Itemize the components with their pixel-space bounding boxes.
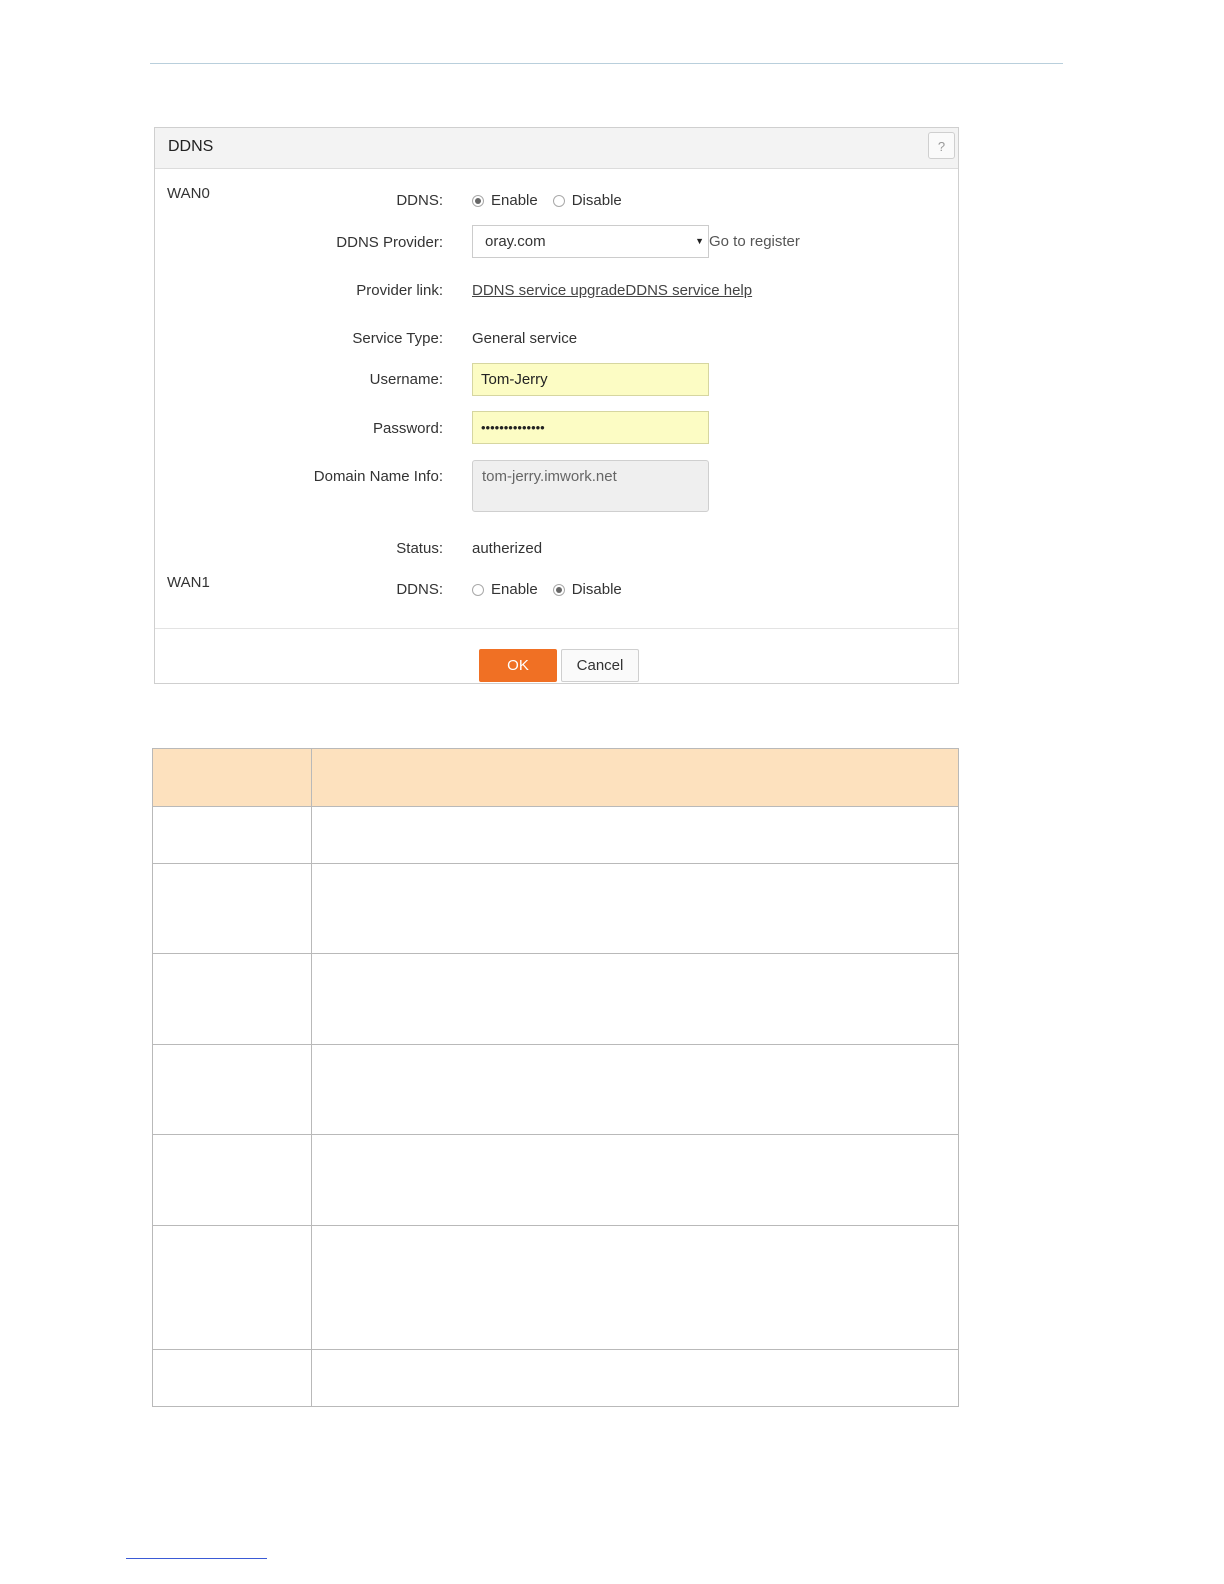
ddns-panel (154, 127, 959, 684)
ddns-provider-label: DDNS Provider: (336, 234, 443, 251)
table-row (153, 1045, 959, 1135)
chevron-down-icon: ▼ (695, 236, 704, 246)
description-table (152, 748, 959, 1407)
panel-header (155, 128, 958, 169)
table-cell (153, 1226, 312, 1350)
table-row (153, 1350, 959, 1407)
wan0-ddns-radio-group (472, 192, 637, 209)
table-cell (312, 864, 959, 954)
table-cell (312, 1045, 959, 1135)
wan1-ddns-enable-radio[interactable] (472, 584, 484, 596)
wan0-ddns-disable-label[interactable]: Disable (571, 192, 622, 209)
wan0-ddns-disable-radio[interactable] (553, 195, 565, 207)
provider-link[interactable]: DDNS service upgradeDDNS service help (472, 282, 753, 299)
footer-link-rule (126, 1558, 267, 1559)
password-input[interactable]: •••••••••••••• (472, 411, 709, 444)
table-row (153, 1226, 959, 1350)
ok-button[interactable]: OK (479, 649, 557, 682)
table-cell (312, 1226, 959, 1350)
wan0-ddns-enable-radio[interactable] (472, 195, 484, 207)
ddns-provider-select[interactable] (472, 225, 709, 258)
panel-footer-divider (155, 628, 958, 629)
wan0-ddns-enable-label[interactable]: Enable (491, 192, 538, 209)
domain-name-info-label: Domain Name Info: (313, 468, 443, 485)
panel-title: DDNS (168, 138, 214, 155)
ddns-provider-value: oray.com (485, 233, 546, 250)
wan1-ddns-enable-label[interactable]: Enable (491, 581, 538, 598)
service-type-label: Service Type: (352, 330, 443, 347)
password-label: Password: (372, 420, 443, 437)
table-row (153, 1135, 959, 1226)
help-button[interactable]: ? (928, 132, 955, 159)
wan1-ddns-disable-label[interactable]: Disable (571, 581, 622, 598)
table-cell (153, 1135, 312, 1226)
page-header-rule (150, 63, 1063, 64)
table-cell (153, 954, 312, 1045)
go-to-register-link[interactable]: Go to register (709, 233, 800, 250)
wan0-label: WAN0 (167, 185, 210, 202)
table-row (153, 954, 959, 1045)
status-label: Status: (396, 540, 443, 557)
table-cell (153, 807, 312, 864)
table-cell (312, 954, 959, 1045)
domain-name-info-field: tom-jerry.imwork.net (472, 460, 709, 512)
table-row (153, 864, 959, 954)
provider-link-label: Provider link: (356, 282, 443, 299)
wan0-ddns-label: DDNS: (396, 192, 443, 209)
service-type-value: General service (472, 330, 578, 347)
username-label: Username: (369, 371, 443, 388)
table-cell (153, 1045, 312, 1135)
table-header-cell (153, 749, 312, 807)
table-header-cell (312, 749, 959, 807)
table-cell (312, 1135, 959, 1226)
status-value: autherized (472, 540, 543, 557)
table-cell (153, 864, 312, 954)
table-cell (153, 1350, 312, 1407)
cancel-button[interactable]: Cancel (561, 649, 639, 682)
table-header-row (153, 749, 959, 807)
wan1-ddns-disable-radio[interactable] (553, 584, 565, 596)
table-cell (312, 807, 959, 864)
wan1-ddns-label: DDNS: (396, 581, 443, 598)
wan1-ddns-radio-group (472, 581, 637, 598)
username-input[interactable]: Tom-Jerry (472, 363, 709, 396)
table-row (153, 807, 959, 864)
wan1-label: WAN1 (167, 574, 210, 591)
table-cell (312, 1350, 959, 1407)
